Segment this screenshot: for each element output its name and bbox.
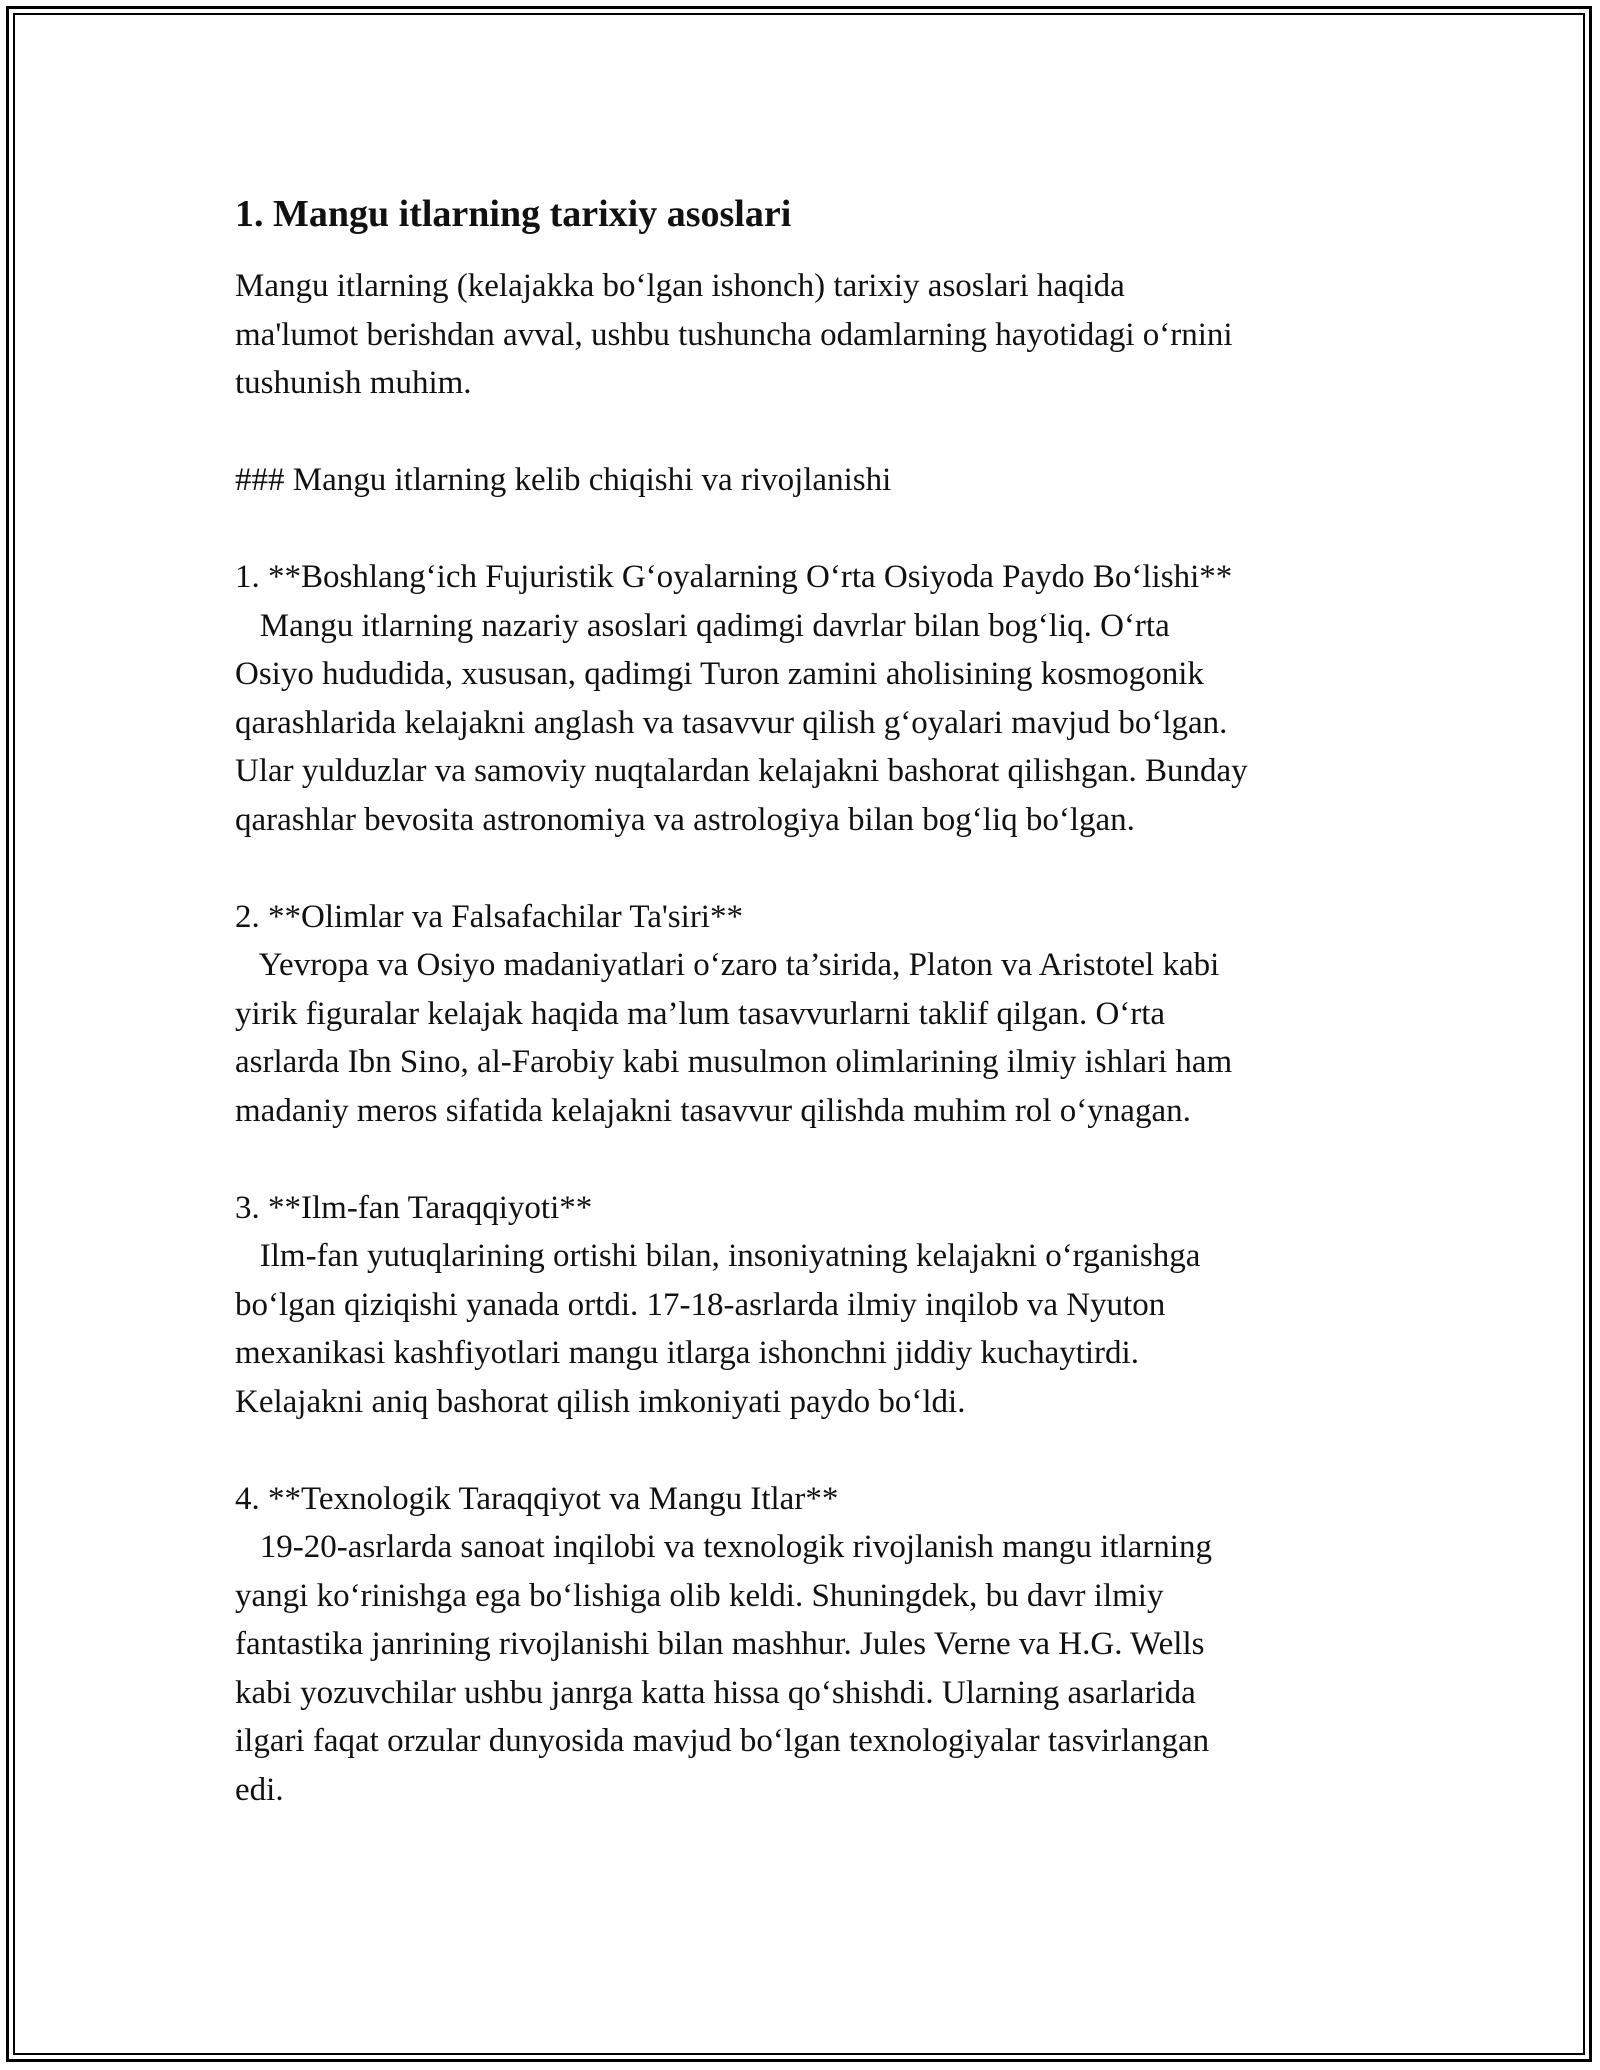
section-line: Osiyo hududida, xususan, qadimgi Turon zamini aholisining kosmogonik: [235, 656, 1204, 692]
intro-line: tushunish muhim.: [235, 365, 472, 401]
section-line: yangi ko‘rinishga ega bo‘lishiga olib keldi. Shuningdek, bu davr ilmiy: [235, 1577, 1164, 1614]
section-line: 19-20-asrlarda sanoat inqilobi va texnologik rivojlanish mangu itlarning: [235, 1529, 1212, 1565]
section-heading: 4. **Texnologik Taraqqiyot va Mangu Itlar**: [235, 1480, 839, 1517]
section-line: Ilm-fan yutuqlarining ortishi bilan, insoniyatning kelajakni o‘rganishga: [235, 1238, 1201, 1274]
section-line: qarashlarida kelajakni anglash va tasavvur qilish g‘oyalari mavjud bo‘lgan.: [235, 704, 1228, 741]
section-line: qarashlar bevosita astronomiya va astrologiya bilan bog‘liq bo‘lgan.: [235, 801, 1135, 838]
section-line: Yevropa va Osiyo madaniyatlari o‘zaro ta’sirida, Platon va Aristotel kabi: [235, 947, 1220, 983]
section-line: mexanikasi kashfiyotlari mangu itlarga ishonchni jiddiy kuchaytirdi.: [235, 1335, 1139, 1371]
section-line: fantastika janrining rivojlanishi bilan mashhur. Jules Verne va H.G. Wells: [235, 1626, 1205, 1662]
section-heading: 3. **Ilm-fan Taraqqiyoti**: [235, 1189, 593, 1226]
section-line: asrlarda Ibn Sino, al-Farobiy kabi musulmon olimlarining ilmiy ishlari ham: [235, 1044, 1233, 1080]
section-line: Mangu itlarning nazariy asoslari qadimgi davrlar bilan bog‘liq. O‘rta: [235, 607, 1170, 644]
intro-line: Mangu itlarning (kelajakka bo‘lgan ishonch) tarixiy asoslari haqida: [235, 268, 1125, 304]
section-heading: 2. **Olimlar va Falsafachilar Ta'siri**: [235, 898, 743, 935]
section-line: ilgari faqat orzular dunyosida mavjud bo‘lgan texnologiyalar tasvirlangan: [235, 1723, 1210, 1759]
subheading: ### Mangu itlarning kelib chiqishi va rivojlanishi: [235, 462, 892, 498]
section-line: Ular yulduzlar va samoviy nuqtalardan kelajakni bashorat qilishgan. Bunday: [235, 753, 1248, 789]
section-line: edi.: [235, 1771, 284, 1808]
section-line: kabi yozuvchilar ushbu janrga katta hissa qo‘shishdi. Ularning asarlarida: [235, 1674, 1196, 1711]
intro-line: ma'lumot berishdan avval, ushbu tushuncha odamlarning hayotidagi o‘rnini: [235, 316, 1233, 353]
section-line: Kelajakni aniq bashorat qilish imkoniyati paydo bo‘ldi.: [235, 1383, 966, 1420]
section-line: bo‘lgan qiziqishi yanada ortdi. 17-18-asrlarda ilmiy inqilob va Nyuton: [235, 1286, 1166, 1323]
section-heading: 1. **Boshlang‘ich Fujuristik G‘oyalarning O‘rta Osiyoda Paydo Bo‘lishi**: [235, 559, 1233, 595]
document-body: [235, 188, 1395, 1814]
section-line: madaniy meros sifatida kelajakni tasavvur qilishda muhim rol o‘ynagan.: [235, 1092, 1191, 1129]
document-title: 1. Mangu itlarning tarixiy asoslari: [235, 193, 792, 235]
section-line: yirik figuralar kelajak haqida ma’lum tasavvurlarni taklif qilgan. O‘rta: [235, 995, 1166, 1032]
